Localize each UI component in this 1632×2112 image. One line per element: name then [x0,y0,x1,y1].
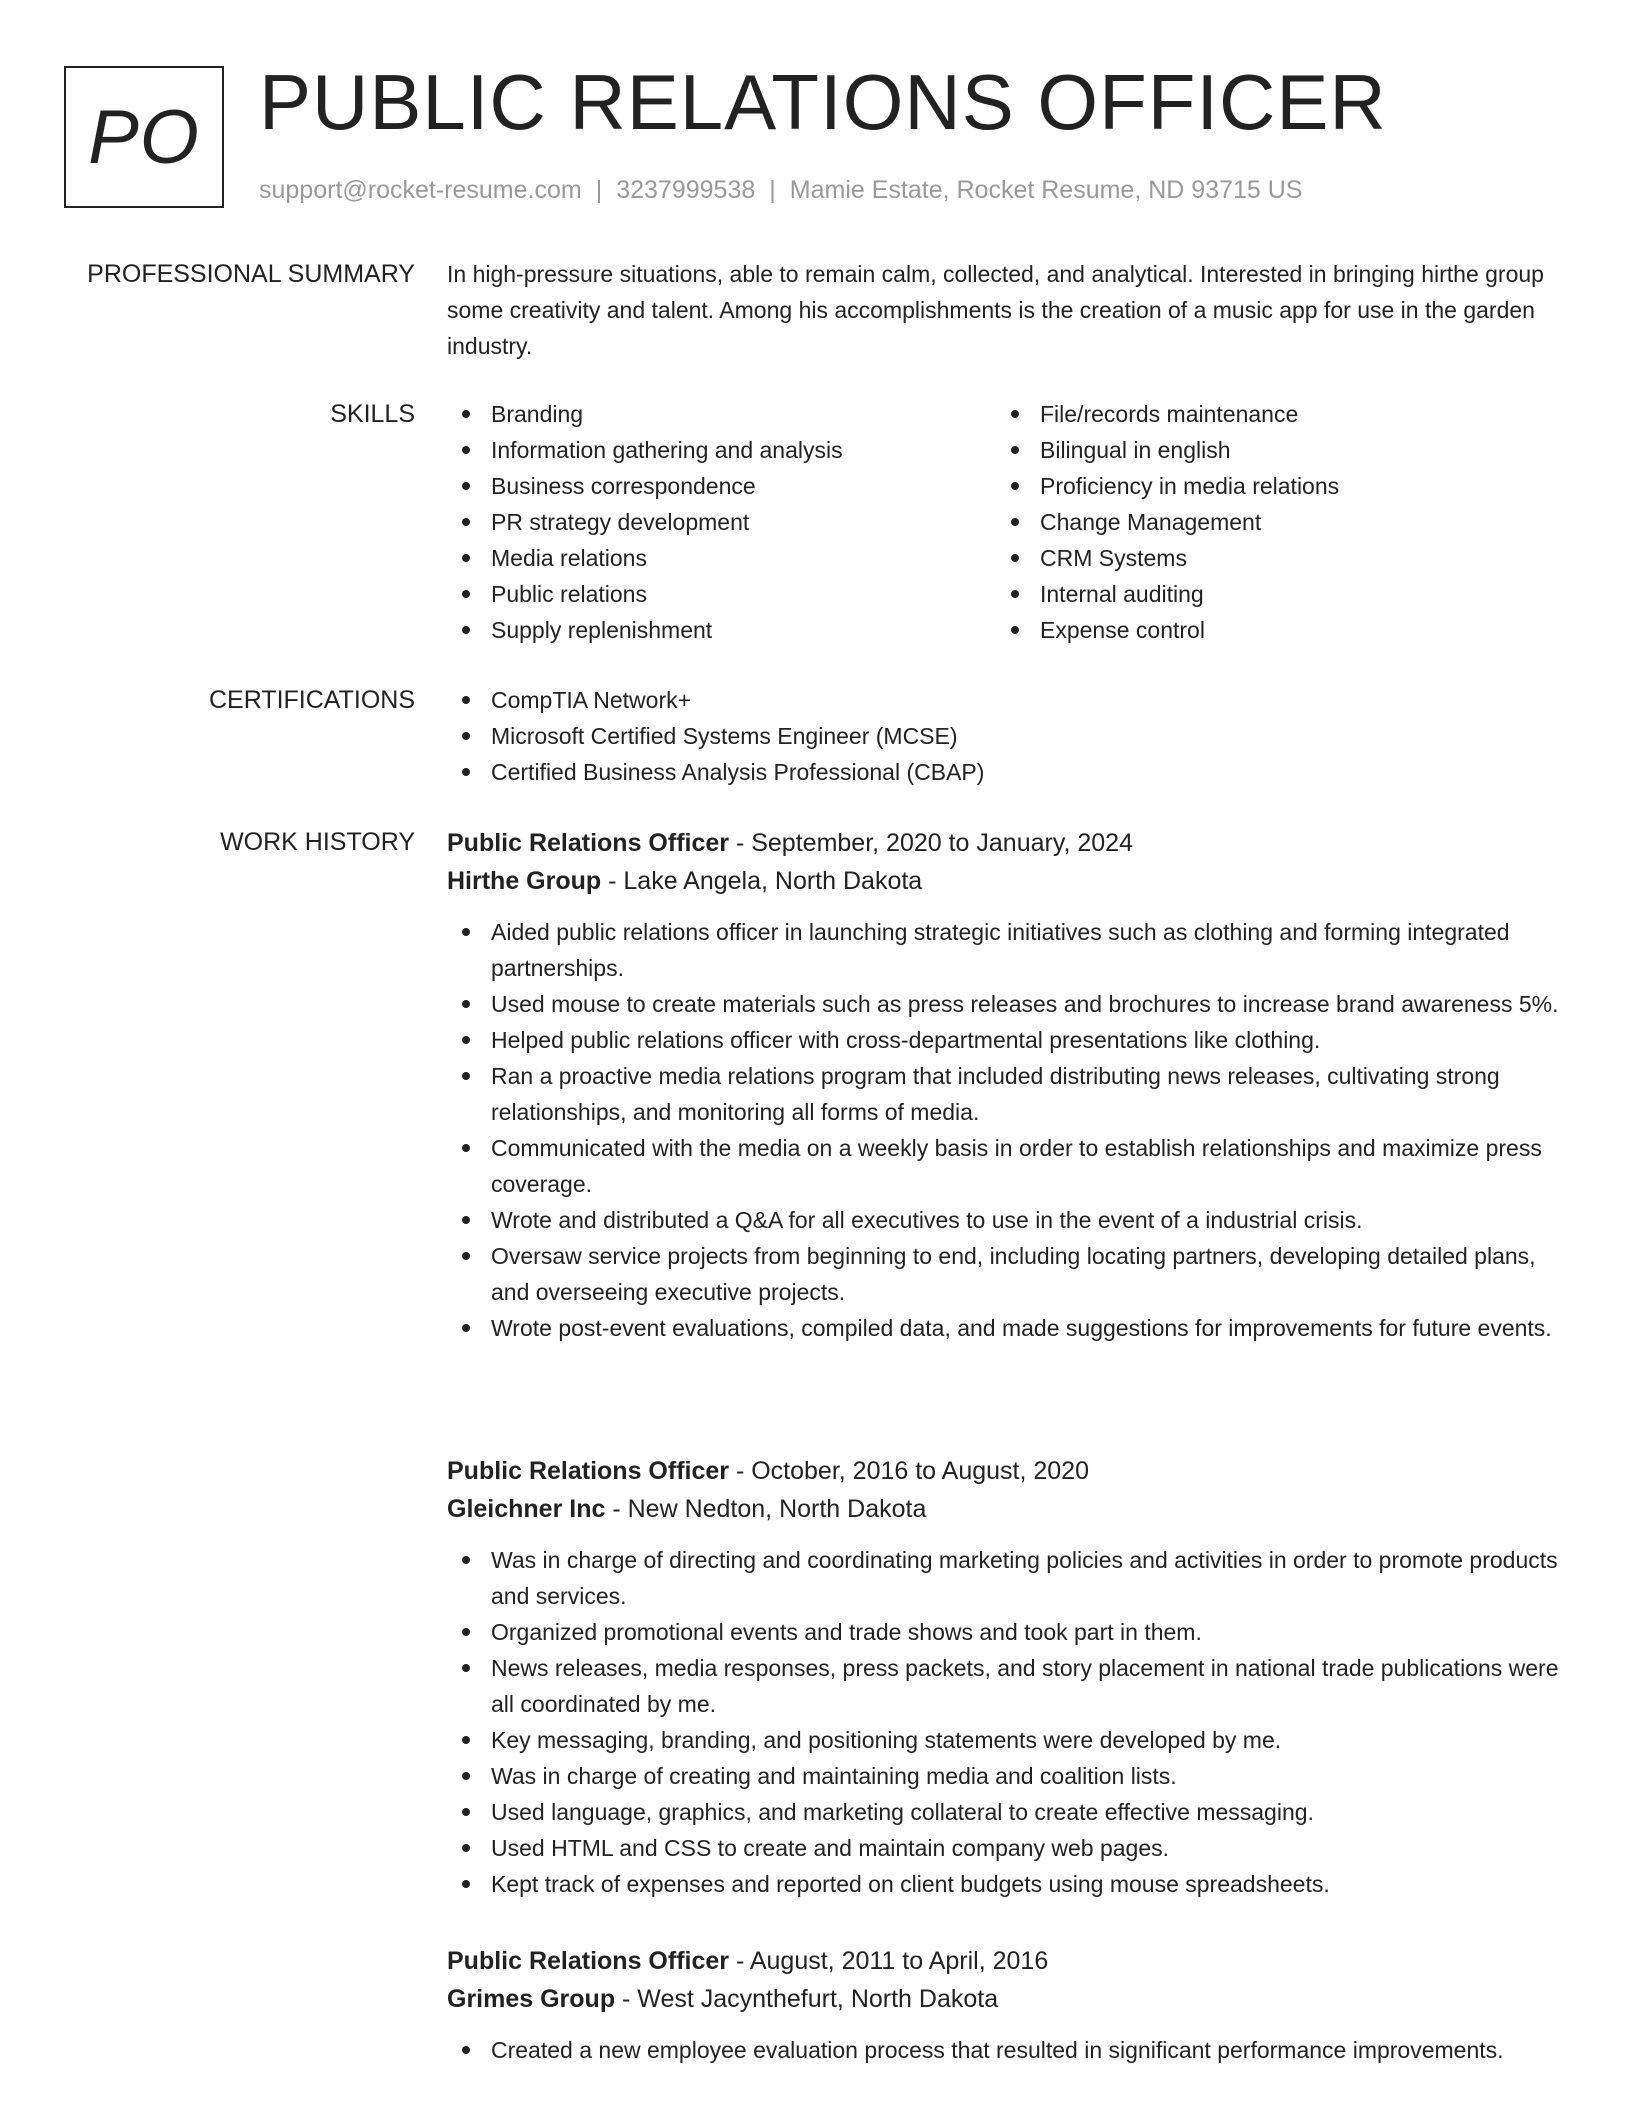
job-role: Public Relations Officer [447,1947,730,1975]
job-bullet: Used mouse to create materials such as press releases and brochures to increase brand awareness 5%. [447,986,1567,1022]
job-bullet: Used language, graphics, and marketing collateral to create effective messaging. [447,1794,1567,1830]
job-role-line [447,1942,1567,1980]
certification-item: CompTIA Network+ [447,682,1567,718]
summary-text: In high-pressure situations, able to remain calm, collected, and analytical. Interested in bringing hirthe group some creativity and talent. Among his accomplishments is the creation of a music app for use in the garden industry. [447,261,1544,359]
job-entry [447,824,1567,1346]
work-history-heading: WORK HISTORY [220,828,415,856]
job-role-line [447,1452,1567,1490]
skills-columns [447,396,1567,648]
job-company: Hirthe Group [447,867,602,895]
skill-item: Supply replenishment [447,612,996,648]
skill-item: Media relations [447,540,996,576]
contact-separator: | [595,176,603,204]
job-bullet: Wrote and distributed a Q&A for all executives to use in the event of a industrial crisis. [447,1202,1567,1238]
job-bullets [447,2032,1567,2068]
job-bullet: Aided public relations officer in launching strategic initiatives such as clothing and forming integrated partnerships. [447,914,1567,986]
job-entry [447,1942,1567,2068]
summary-heading: PROFESSIONAL SUMMARY [87,260,415,288]
job-bullet: Key messaging, branding, and positioning statements were developed by me. [447,1722,1567,1758]
certifications-list [447,682,1567,790]
job-dates: - September, 2020 to January, 2024 [729,829,1133,857]
job-bullets [447,914,1567,1346]
job-location: - Lake Angela, North Dakota [601,867,923,895]
job-company: Gleichner Inc [447,1495,606,1523]
certification-item: Microsoft Certified Systems Engineer (MCSE) [447,718,1567,754]
job-location: - West Jacynthefurt, North Dakota [615,1985,999,2013]
skills-list-right [996,396,1545,648]
job-bullet: Kept track of expenses and reported on client budgets using mouse spreadsheets. [447,1866,1567,1902]
job-location: - New Nedton, North Dakota [605,1495,927,1523]
job-bullet: Helped public relations officer with cross-departmental presentations like clothing. [447,1022,1567,1058]
job-bullet: Wrote post-event evaluations, compiled data, and made suggestions for improvements for future events. [447,1310,1567,1346]
job-bullet: Was in charge of directing and coordinating marketing policies and activities in order to promote products and services. [447,1542,1567,1614]
job-role-line [447,824,1567,862]
skill-item: Expense control [996,612,1545,648]
certifications-heading: CERTIFICATIONS [208,686,415,714]
job-bullet: Oversaw service projects from beginning to end, including locating partners, developing detailed plans, and overseeing executive projects. [447,1238,1567,1310]
skill-item: Internal auditing [996,576,1545,612]
skills-list-left [447,396,996,648]
job-bullet: Communicated with the media on a weekly basis in order to establish relationships and maximize press coverage. [447,1130,1567,1202]
job-company-line [447,1980,1567,2018]
skill-item: Information gathering and analysis [447,432,996,468]
monogram-initials: PO [88,94,200,180]
job-bullet: News releases, media responses, press packets, and story placement in national trade publications were all coordinated by me. [447,1650,1567,1722]
skill-item: Public relations [447,576,996,612]
job-bullet: Ran a proactive media relations program that included distributing news releases, cultivating strong relationships, and monitoring all forms of media. [447,1058,1567,1130]
skills-heading: SKILLS [330,400,415,428]
job-dates: - August, 2011 to April, 2016 [729,1947,1049,1975]
certifications-body [447,682,1567,790]
job-bullet: Used HTML and CSS to create and maintain company web pages. [447,1830,1567,1866]
job-company: Grimes Group [447,1985,616,2013]
skill-item: PR strategy development [447,504,996,540]
certification-item: Certified Business Analysis Professional (CBAP) [447,754,1567,790]
job-company-line [447,1490,1567,1528]
skill-item: File/records maintenance [996,396,1545,432]
contact-phone[interactable]: 3237999538 [616,176,756,204]
job-entry [447,1452,1567,1902]
skill-item: Change Management [996,504,1545,540]
job-bullet: Created a new employee evaluation process that resulted in significant performance improvements. [447,2032,1567,2068]
job-company-line [447,862,1567,900]
job-bullets [447,1542,1567,1902]
resume-title: PUBLIC RELATIONS OFFICER [259,58,1387,146]
skill-item: Proficiency in media relations [996,468,1545,504]
job-role: Public Relations Officer [447,829,730,857]
skill-item: Bilingual in english [996,432,1545,468]
job-dates: - October, 2016 to August, 2020 [729,1457,1089,1485]
contact-separator: | [769,176,776,204]
contact-email[interactable]: support@rocket-resume.com [259,176,582,204]
skill-item: Branding [447,396,996,432]
monogram-box [64,66,224,208]
job-role: Public Relations Officer [447,1457,730,1485]
contact-address: Mamie Estate, Rocket Resume, ND 93715 US [789,176,1303,204]
skill-item: CRM Systems [996,540,1545,576]
job-bullet: Organized promotional events and trade shows and took part in them. [447,1614,1567,1650]
contact-line [259,172,1302,208]
summary-body [447,256,1567,364]
job-bullet: Was in charge of creating and maintaining media and coalition lists. [447,1758,1567,1794]
skill-item: Business correspondence [447,468,996,504]
